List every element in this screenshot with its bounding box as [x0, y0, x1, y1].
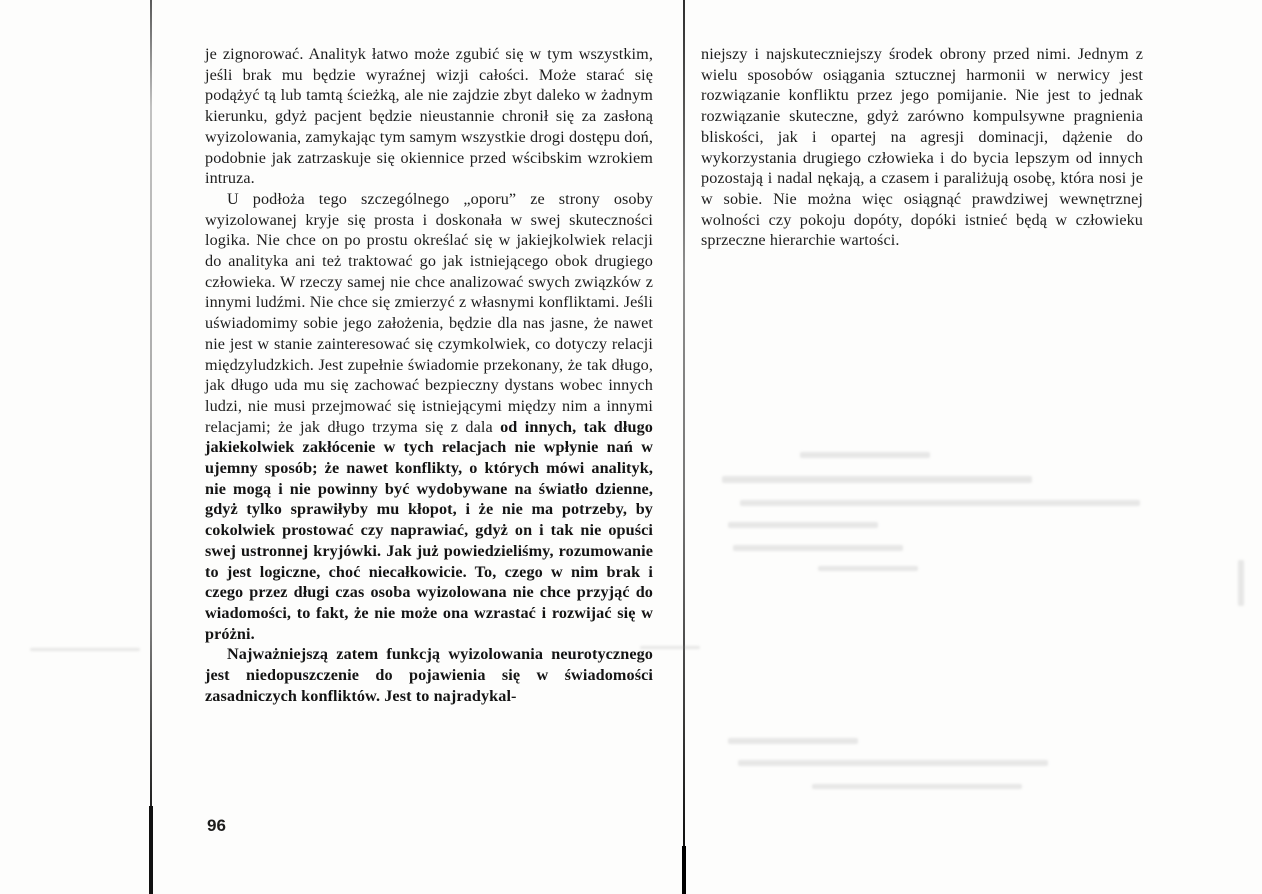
page-gutter-line-thick — [682, 846, 686, 894]
right-page-text-column — [701, 44, 1143, 251]
left-page-edge-line-thick — [149, 806, 153, 894]
left-page-text-column — [205, 44, 653, 707]
scan-artifact — [728, 522, 878, 528]
scan-artifact — [818, 566, 918, 571]
scan-artifact — [1238, 560, 1244, 606]
scan-artifact — [728, 738, 858, 744]
scan-artifact — [30, 648, 140, 651]
paragraph — [205, 189, 653, 644]
paragraph: Najważniejszą zatem funkcją wyizolowania neurotycznego jest niedopuszczenie do pojawienia się w świadomości zasadniczych konfliktów. Jest to najradykal- — [205, 645, 653, 705]
scan-artifact — [733, 545, 903, 551]
paragraph: niejszy i najskuteczniejszy środek obrony przed nimi. Jednym z wielu sposobów osiągania sztucznej harmonii w nerwicy jest rozwiązanie konfliktu przez jego pomijanie. Nie jest to jednak rozwiązanie skuteczne, gdyż zarówno kompulsywne pragnienia bliskości, jak i opartej na agresji dominacji, dążenie do wykorzystania drugiego człowieka i do bycia lepszym od innych pozostają i nadal nękają, a czasem i paraliżują osobę, która nosi je w sobie. Nie można więc osiągnąć prawdziwej wewnętrznej wolności czy pokoju dopóty, dopóki istnieć będą w człowieku sprzeczne hierarchie wartości. — [701, 45, 1143, 250]
scan-artifact — [640, 646, 700, 649]
scan-artifact — [800, 452, 930, 458]
left-page-edge-line — [150, 0, 152, 894]
scan-artifact — [738, 760, 1048, 766]
paragraph-text-heavy-ink: od innych, tak długo jakiekolwiek zakłócenie w tych relacjach nie wpłynie nań w ujemny sposób; że nawet konflikty, o których mówi analityk, nie mogą i nie powinny być wydobywane na światło dzienne, gdyż tylko sprawiłyby mu kłopot, i że nie ma potrzeby, by cokolwiek prostować czy naprawiać, gdyż on i tak nie opuści swej ustronnej kryjówki. Jak już powiedzieliśmy, rozumowanie to jest logiczne, choć niecałkowicie. To, czego w nim brak i czego przez długi czas osoba wyizolowana nie chce przyjąć do wiadomości, to fakt, że nie może ona wzrastać i rozwijać się w próżni. — [205, 417, 654, 643]
scan-artifact — [812, 784, 1022, 789]
scan-artifact — [740, 500, 1140, 506]
scan-artifact — [722, 476, 1032, 483]
page-gutter-line — [683, 0, 685, 894]
paragraph-text: U podłoża tego szczególnego „oporu” ze strony osoby wyizolowanej kryje się prosta i doskonała w swej skuteczności logika. Nie chce on po prostu określać się w jakiejkolwiek relacji do analityka ani też traktować go jak istniejącego obok drugiego człowieka. W rzeczy samej nie chce analizować swych związków z innymi ludźmi. Nie chce się zmierzyć z własnymi konfliktami. Jeśli uświadomimy sobie jego założenia, będzie dla nas jasne, że nawet nie jest w stanie zainteresować się czymkolwiek, co dotyczy relacji międzyludzkich. Jest zupełnie świadomie przekonany, że tak długo, jak długo uda mu się zachować bezpieczny dystans wobec innych ludzi, nie musi przejmować się istniejącymi między nim a innymi relacjami; że jak długo trzyma się z dala — [205, 189, 653, 436]
paragraph: je zignorować. Analityk łatwo może zgubić się w tym wszystkim, jeśli brak mu będzie wyraźnej wizji całości. Może starać się podążyć tą lub tamtą ścieżką, ale nie zajdzie zbyt daleko w żadnym kierunku, gdyż pacjent będzie nieustannie chronił się za zasłoną wyizolowania, zamykając tym samym wszystkie drogi dostępu doń, podobnie jak zatrzaskuje się okiennice przed wścibskim wzrokiem intruza. — [205, 45, 653, 188]
page-number: 96 — [207, 816, 226, 835]
